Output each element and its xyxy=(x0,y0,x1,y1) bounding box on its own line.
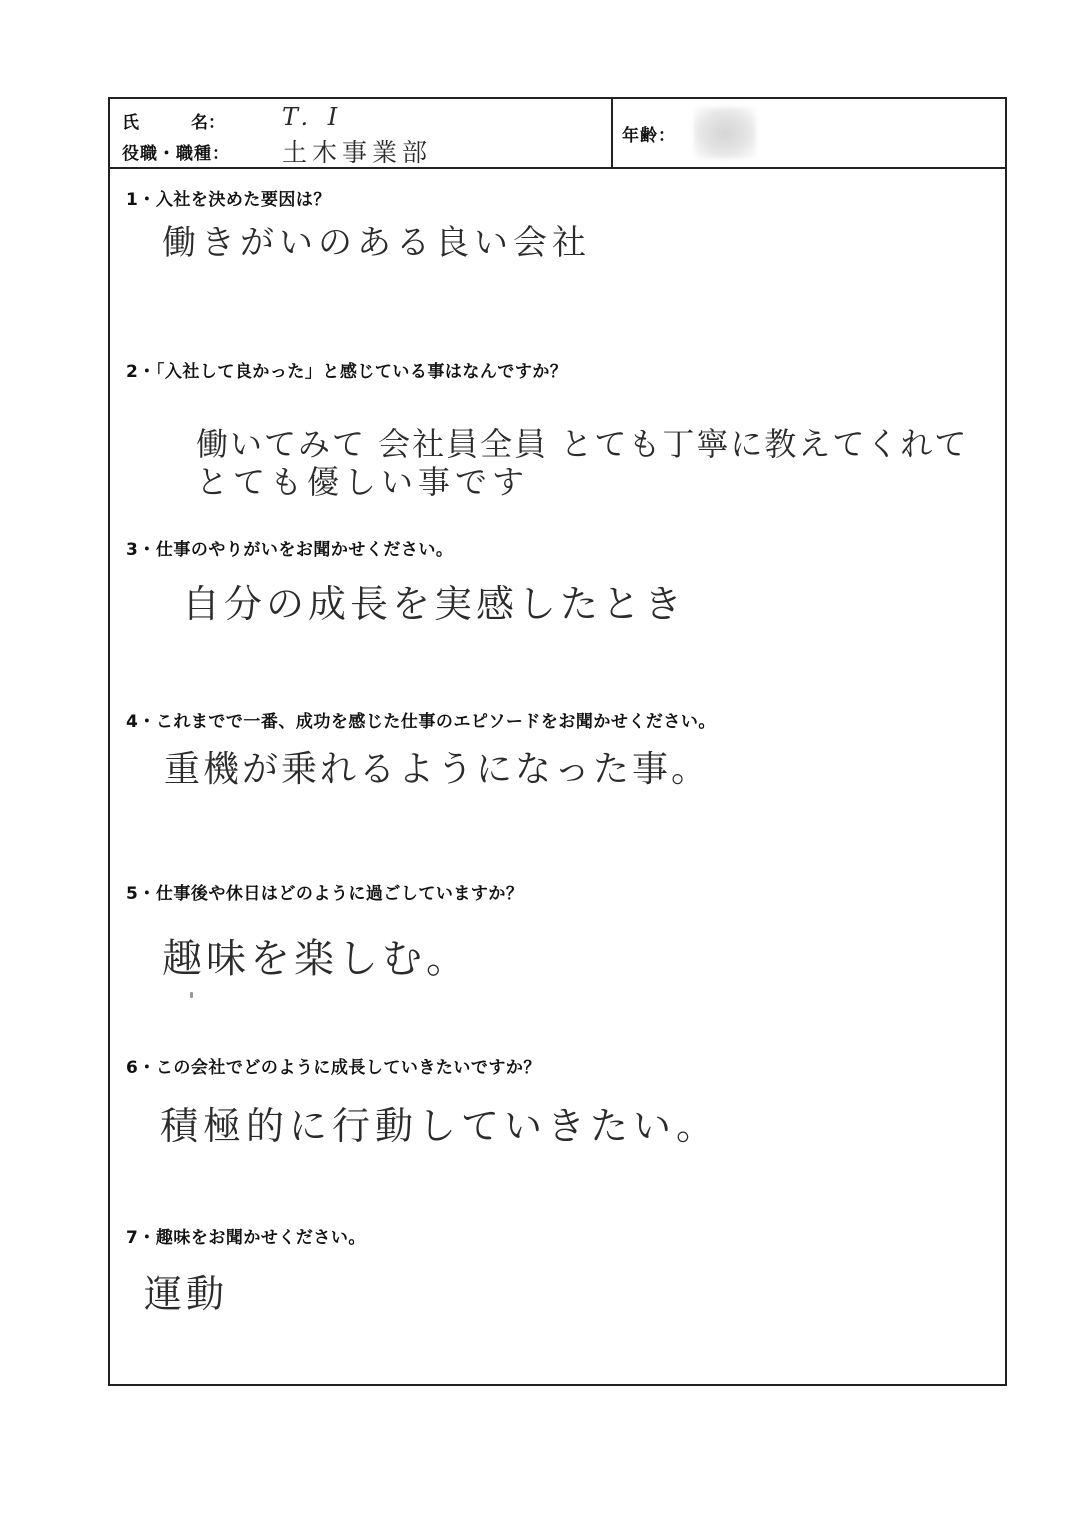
question-5-answer: 趣味を楽しむ。 xyxy=(162,936,470,982)
question-2-label: 2・「入社して良かった」と感じている事はなんですか？ xyxy=(126,362,568,382)
question-1-answer: 働きがいのある良い会社 xyxy=(162,223,591,263)
question-2-answer-line-1: 働いてみて 会社員全員 とても丁寧に教えてくれて xyxy=(196,425,969,463)
role-value: 土木事業部 xyxy=(282,138,433,167)
question-6-label: 6・この会社でどのように成長していきたいですか？ xyxy=(126,1058,541,1078)
question-3-answer: 自分の成長を実感したとき xyxy=(182,582,687,626)
name-label: 氏 名： xyxy=(122,113,225,133)
age-label: 年齢： xyxy=(622,126,676,146)
question-6-answer: 積極的に行動していきたい。 xyxy=(160,1104,720,1148)
question-1-label: 1・入社を決めた要因は？ xyxy=(126,190,331,210)
scan-artifact xyxy=(190,992,193,998)
question-7-label: 7・趣味をお聞かせください。 xyxy=(126,1228,366,1248)
header-row xyxy=(110,99,1005,169)
question-2-answer-line-2: とても優しい事です xyxy=(196,463,530,501)
name-value: T. I xyxy=(282,103,344,131)
age-redaction xyxy=(694,107,756,159)
questionnaire-sheet xyxy=(108,97,1007,1386)
question-7-answer: 運動 xyxy=(144,1272,229,1316)
header-divider xyxy=(611,99,613,167)
question-3-label: 3・仕事のやりがいをお聞かせください。 xyxy=(126,540,454,560)
question-4-answer: 重機が乗れるようになった事。 xyxy=(164,749,711,790)
question-5-label: 5・仕事後や休日はどのように過ごしていますか？ xyxy=(126,884,524,904)
question-4-label: 4・これまでで一番、成功を感じた仕事のエピソードをお聞かせください。 xyxy=(126,712,716,732)
role-label: 役職・職種： xyxy=(122,144,230,164)
